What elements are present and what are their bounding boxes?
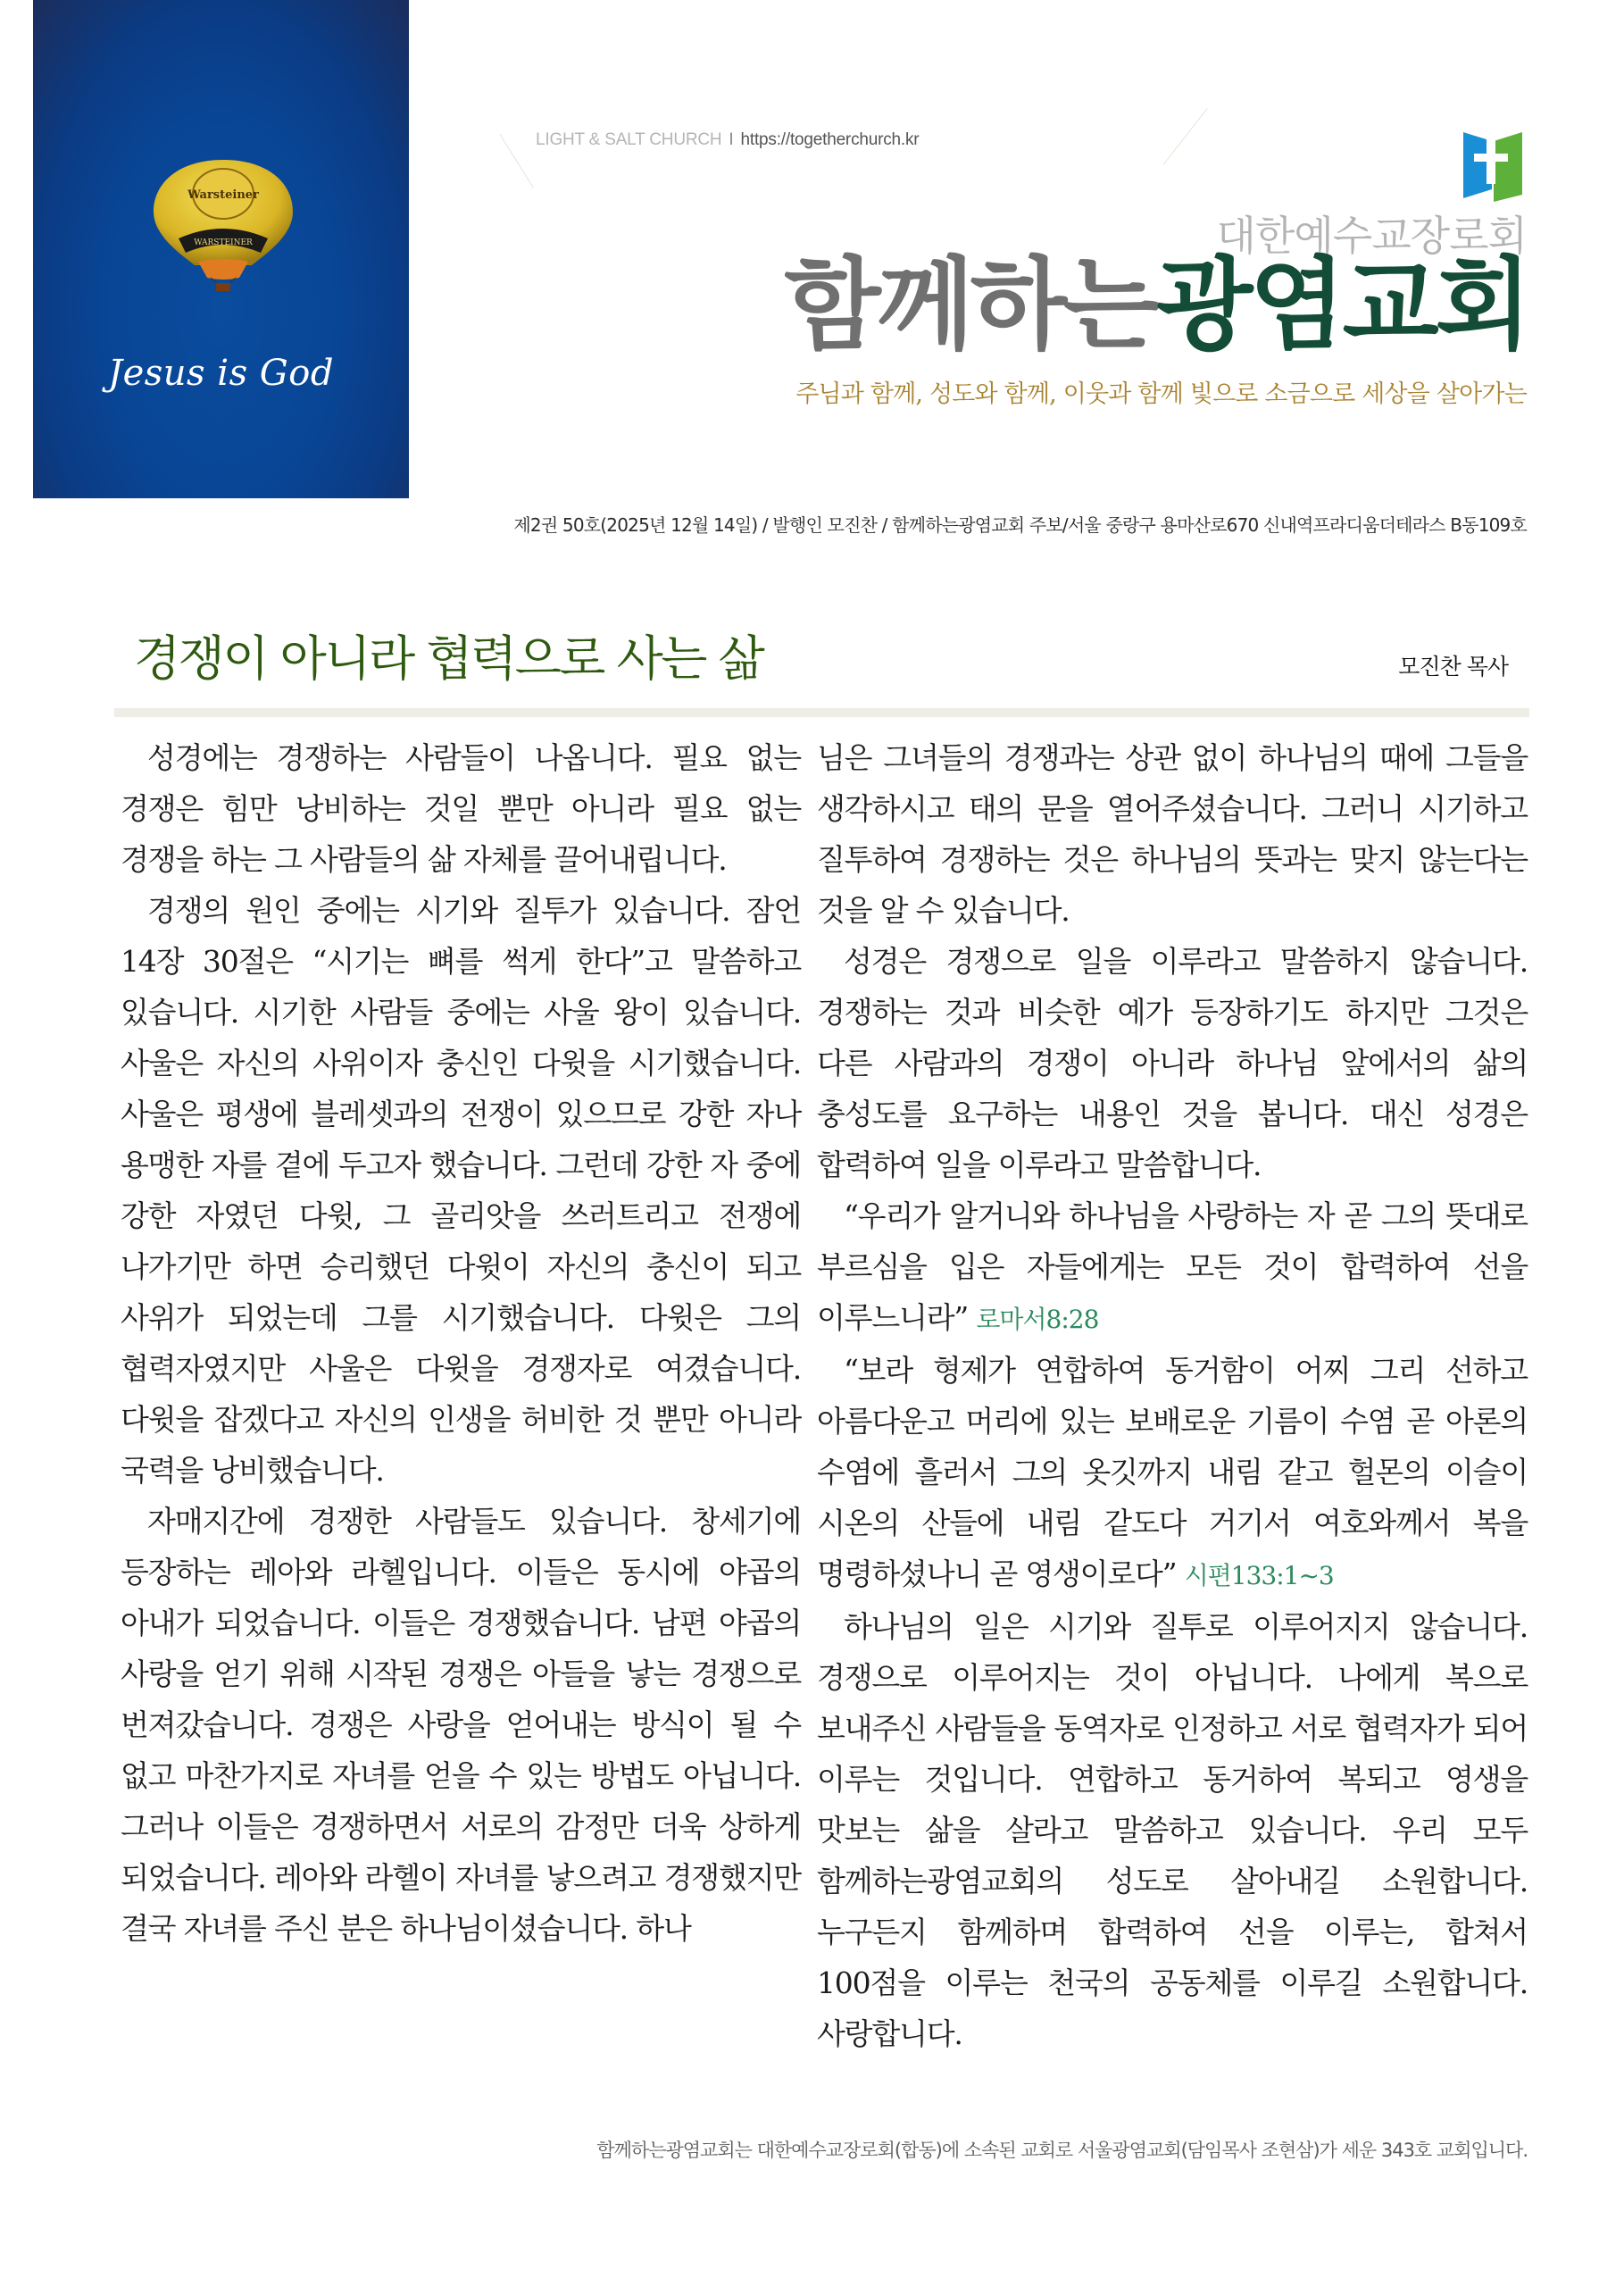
article-column-right: [817, 732, 1528, 2059]
section-divider: [114, 708, 1529, 717]
article-column-left: [121, 732, 801, 1954]
english-church-name: LIGHT & SALT CHURCH: [536, 130, 722, 149]
paragraph: 성경에는 경쟁하는 사람들이 나옵니다. 필요 없는 경쟁은 힘만 낭비하는 것일 뿐만 아니라 필요 없는 경쟁을 하는 그 사람들의 삶 자체를 끌어내립니다.: [121, 740, 801, 877]
church-name-main: 광염교회: [1156, 247, 1528, 363]
quote-text: “우리가 알거니와 하나님을 사랑하는 자 곧 그의 뜻대로 부르심을 입은 자들에게는 모든 것이 합력하여 선을 이루느니라”: [817, 1198, 1528, 1335]
decorative-line-left: [500, 134, 534, 188]
scripture-reference: 로마서8:28: [976, 1305, 1099, 1334]
separator: I: [729, 130, 734, 149]
paragraph: 성경은 경쟁으로 일을 이루라고 말씀하지 않습니다. 경쟁하는 것과 비슷한 예가 등장하기도 하지만 그것은 다른 사람과의 경쟁이 아니라 하나님 앞에서의 삶의 충성도를 요구하는 내용인 것을 봅니다. 대신 성경은 합력하여 일을 이루라고 말씀합니다.: [817, 944, 1528, 1182]
paragraph: 하나님의 일은 시기와 질투로 이루어지지 않습니다. 경쟁으로 이루어지는 것이 아닙니다. 나에게 복으로 보내주신 사람들을 동역자로 인정하고 서로 협력자가 되어 이루는 것입니다. 연합하고 동거하여 복되고 영생을 맛보는 삶을 살라고 말씀하고 있습니다. 우리 모두 함께하는광염교회의 성도로 살아내길 소원합니다. 누구든지 함께하며 합력하여 선을 이루는, 합쳐서 100점을 이루는 천국의 공동체를 이루길 소원합니다. 사랑합니다.: [817, 1609, 1528, 2051]
site-line: [536, 130, 919, 150]
scripture-quote: [817, 1345, 1528, 1601]
svg-text:WARSTEINER: WARSTEINER: [194, 238, 253, 247]
footer-note: 함께하는광염교회는 대한예수교장로회(합동)에 소속된 교회로 서울광염교회(담임목사 조현삼)가 세운 343호 교회입니다.: [596, 2140, 1528, 2161]
scripture-quote: [817, 1190, 1528, 1345]
paragraph: 자매지간에 경쟁한 사람들도 있습니다. 창세기에 등장하는 레아와 라헬입니다. 이들은 동시에 야곱의 아내가 되었습니다. 이들은 경쟁했습니다. 남편 야곱의 사랑을 얻기 위해 시작된 경쟁은 아들을 낳는 경쟁으로 번져갔습니다. 경쟁은 사랑을 얻어내는 방식이 될 수 없고 마찬가지로 자녀를 얻을 수 있는 방법도 아닙니다. 그러나 이들은 경쟁하면서 서로의 감정만 더욱 상하게 되었습니다. 레아와 라헬이 자녀를 낳으려고 경쟁했지만 결국 자녀를 주신 분은 하나님이셨습니다. 하나: [121, 1504, 801, 1946]
church-name: [784, 247, 1528, 363]
article-author: 모진찬 목사: [1398, 654, 1508, 680]
svg-text:Warsteiner: Warsteiner: [187, 188, 259, 202]
cross-open-book-icon: [1462, 130, 1524, 202]
church-slogan: 주님과 함께, 성도와 함께, 이웃과 함께 빛으로 소금으로 세상을 살아가는: [795, 380, 1527, 408]
cover-image: [33, 0, 409, 498]
scripture-reference: 시편133:1~3: [1184, 1561, 1334, 1590]
cover-caption: Jesus is God: [108, 353, 334, 394]
article-title: 경쟁이 아니라 협력으로 사는 삶: [134, 630, 763, 687]
website-link[interactable]: https://togetherchurch.kr: [740, 130, 920, 149]
hot-air-balloon-icon: [152, 156, 295, 299]
paragraph: 님은 그녀들의 경쟁과는 상관 없이 하나님의 때에 그들을 생각하시고 태의 문을 열어주셨습니다. 그러니 시기하고 질투하여 경쟁하는 것은 하나님의 뜻과는 맞지 않는다는 것을 알 수 있습니다.: [817, 740, 1528, 928]
issue-info-line: 제2권 50호(2025년 12월 14일) / 발행인 모진찬 / 함께하는광염교회 주보/서울 중랑구 용마산로670 신내역프라디움더테라스 B동109호: [513, 514, 1527, 536]
paragraph: 경쟁의 원인 중에는 시기와 질투가 있습니다. 잠언 14장 30절은 “시기는 뼈를 썩게 한다”고 말씀하고 있습니다. 시기한 사람들 중에는 사울 왕이 있습니다. 사울은 자신의 사위이자 충신인 다윗을 시기했습니다. 사울은 평생에 블레셋과의 전쟁이 있으므로 강한 자나 용맹한 자를 곁에 두고자 했습니다. 그런데 강한 자 중에 강한 자였던 다윗, 그 골리앗을 쓰러트리고 전쟁에 나가기만 하면 승리했던 다윗이 자신의 충신이 되고 사위가 되었는데 그를 시기했습니다. 다윗은 그의 협력자였지만 사울은 다윗을 경쟁자로 여겼습니다. 다윗을 잡겠다고 자신의 인생을 허비한 것 뿐만 아니라 국력을 낭비했습니다.: [121, 893, 801, 1488]
denomination-label: 대한예수교장로회: [1216, 212, 1527, 260]
quote-text: “보라 형제가 연합하여 동거함이 어찌 그리 선하고 아름다운고 머리에 있는 보배로운 기름이 수염 곧 아론의 수염에 흘러서 그의 옷깃까지 내림 같고 헐몬의 이슬이 시온의 산들에 내림 같도다 거기서 여호와께서 복을 명령하셨나니 곧 영생이로다”: [817, 1353, 1528, 1591]
church-name-prefix: 함께하는: [784, 247, 1157, 363]
decorative-line-right: [1163, 108, 1208, 165]
